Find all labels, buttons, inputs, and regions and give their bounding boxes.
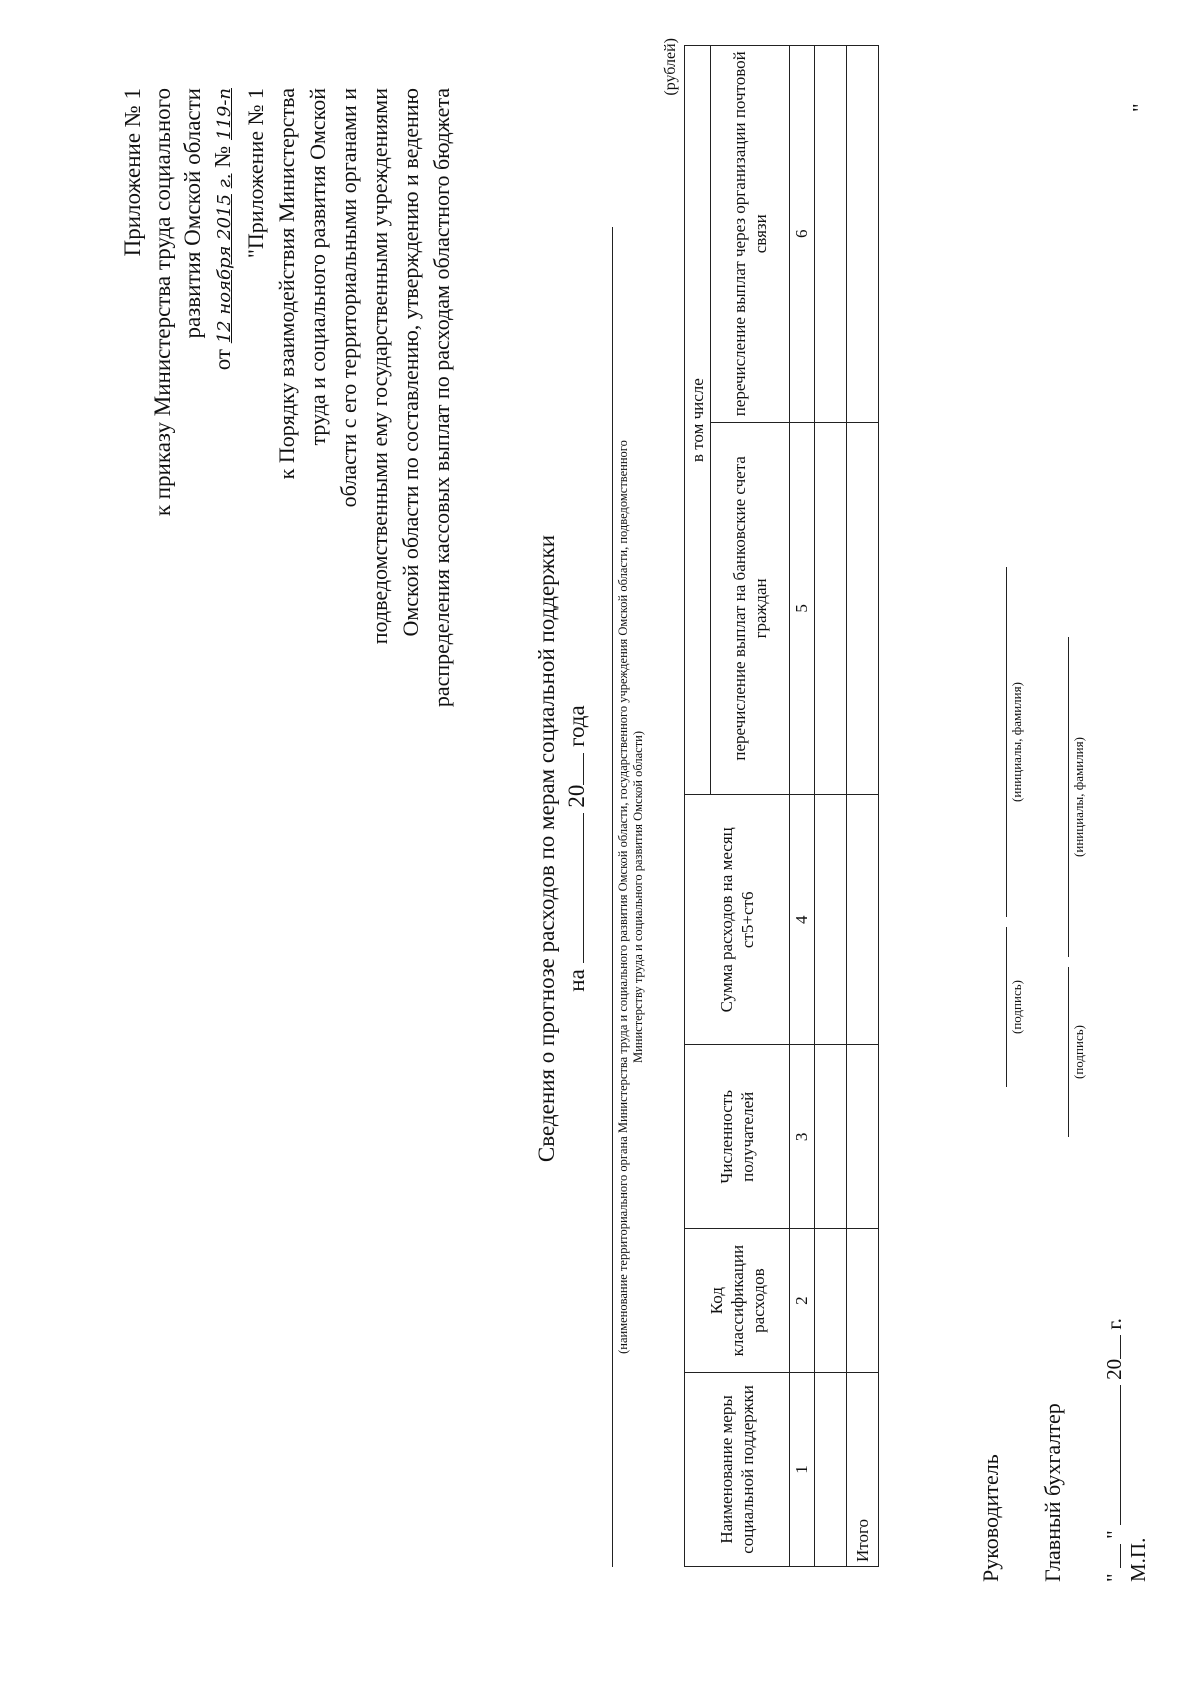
total-label: Итого [847, 1372, 879, 1566]
date-quote-open: " [1102, 1573, 1126, 1582]
head-name-caption: (инициалы, фамилия) [1009, 682, 1024, 802]
accountant-name-caption: (инициалы, фамилия) [1071, 737, 1086, 857]
forecast-table [684, 45, 879, 1567]
title-year-prefix: 20 [564, 784, 589, 808]
year-blank[interactable] [565, 753, 584, 785]
col-header-measure: Наименование меры социальной поддержки [685, 1372, 790, 1566]
header-date-line [208, 88, 240, 788]
header-line: Приложение № 1 [120, 88, 145, 257]
organization-caption [616, 227, 646, 1567]
header-number-sign: № [210, 145, 235, 168]
header-line: развития Омской области [180, 88, 205, 339]
accountant-name-line[interactable] [1068, 637, 1069, 957]
col-header-recipients-text: Численность получателей [717, 1090, 757, 1184]
header-row [685, 46, 711, 1567]
accountant-signature-line[interactable] [1068, 967, 1069, 1137]
cell-empty[interactable] [847, 46, 879, 423]
cell-empty[interactable] [815, 1045, 847, 1229]
cell-empty[interactable] [847, 1229, 879, 1373]
cell-empty[interactable] [815, 46, 847, 423]
table-row [815, 46, 847, 1567]
title-na: на [564, 969, 589, 992]
head-signature-caption: (подпись) [1009, 980, 1024, 1034]
org-caption-line: Министерству труда и социального развития Омской области) [631, 730, 645, 1064]
annex-line: области с его территориальными органами и [336, 88, 361, 508]
handwritten-date: 12 ноября 2015 [214, 194, 235, 344]
org-caption-line: (наименование территориального органа Министерства труда и социального развития Омской области, государственного учреждения Омской области, подведомственного [616, 440, 630, 1354]
date-line [1102, 1318, 1127, 1582]
cell-empty[interactable] [815, 1372, 847, 1566]
col-header-sum-formula: ст5+ст6 [738, 891, 757, 949]
footer-year-blank[interactable] [1104, 1335, 1121, 1359]
annex-line: "Приложение № 1 [243, 88, 268, 259]
col-header-code: Код классификации расходов [685, 1229, 790, 1373]
day-blank[interactable] [1104, 1544, 1121, 1568]
organization-name-line[interactable] [612, 227, 613, 1567]
cell-empty[interactable] [815, 422, 847, 795]
month-blank[interactable] [565, 813, 584, 963]
stamp-place: М.П. [1126, 1537, 1150, 1582]
head-name-line[interactable] [1006, 567, 1007, 917]
head-signature-line[interactable] [1006, 927, 1007, 1087]
cell-empty[interactable] [815, 1229, 847, 1373]
col-header-recipients [685, 1045, 790, 1229]
col-number: 5 [790, 422, 815, 795]
closing-quote: " [1128, 103, 1152, 112]
procedure-annex-header [240, 88, 457, 888]
footer-year-prefix: 20 [1102, 1358, 1126, 1380]
footer-year-suffix: г. [1102, 1318, 1126, 1330]
number-row [790, 46, 815, 1567]
handwritten-number: 119-п [214, 88, 235, 141]
cell-empty[interactable] [847, 1045, 879, 1229]
annex-line: распределения кассовых выплат по расходам областного бюджета [429, 88, 454, 708]
annex-line: Омской области по составлению, утверждению и ведению [398, 88, 423, 637]
col-number: 3 [790, 1045, 815, 1229]
form-title [532, 0, 592, 1697]
col-number: 6 [790, 46, 815, 423]
annex-line: подведомственными ему государственными учреждениями [367, 88, 392, 645]
cell-empty[interactable] [815, 795, 847, 1045]
total-row [847, 46, 879, 1567]
units-label: (рублей) [662, 38, 679, 96]
col-header-sum [685, 795, 790, 1045]
cell-empty[interactable] [847, 422, 879, 795]
title-line: Сведения о прогнозе расходов по мерам социальной поддержки [534, 534, 559, 1163]
accountant-signature-caption: (подпись) [1071, 1025, 1086, 1079]
order-annex-header [118, 88, 240, 788]
accountant-label: Главный бухгалтер [1040, 1403, 1065, 1582]
col-number: 2 [790, 1229, 815, 1373]
col-number: 1 [790, 1372, 815, 1566]
annex-line: к Порядку взаимодействия Министерства [274, 88, 299, 480]
title-period-line [562, 0, 592, 1697]
header-line: к приказу Министерства труда социального [150, 88, 175, 517]
col-header-group: в том числе [685, 46, 711, 795]
col-header-sum-text: Сумма расходов на месяц [717, 827, 736, 1013]
col-header-bank: перечисление выплат на банковские счета граждан [711, 422, 790, 795]
handwritten-g: г. [214, 173, 235, 189]
col-number: 4 [790, 795, 815, 1045]
annex-line: труда и социального развития Омской [305, 88, 330, 446]
cell-empty[interactable] [847, 795, 879, 1045]
month-blank[interactable] [1104, 1385, 1121, 1525]
title-year-suffix: года [564, 705, 589, 747]
header-from: от [210, 349, 235, 371]
date-quote-close: " [1102, 1530, 1126, 1539]
col-header-post: перечисление выплат через организации почтовой связи [711, 46, 790, 423]
head-label: Руководитель [978, 1454, 1003, 1582]
